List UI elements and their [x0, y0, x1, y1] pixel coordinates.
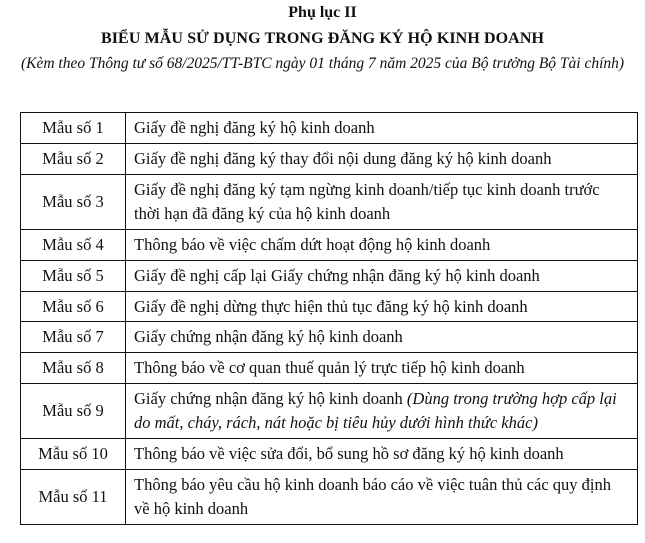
- table-row: [21, 260, 638, 291]
- table-row: [21, 470, 638, 525]
- form-code: Mẫu số 11: [21, 470, 126, 525]
- document-subtitle: (Kèm theo Thông tư số 68/2025/TT-BTC ngày 01 tháng 7 năm 2025 của Bộ trưởng Bộ Tài chính): [20, 55, 625, 72]
- form-code: Mẫu số 2: [21, 143, 126, 174]
- form-name: Thông báo về việc sửa đổi, bổ sung hồ sơ đăng ký hộ kinh doanh: [126, 439, 638, 470]
- form-name: Giấy đề nghị đăng ký tạm ngừng kinh doanh/tiếp tục kinh doanh trước thời hạn đã đăng ký của hộ kinh doanh: [126, 174, 638, 229]
- form-name: Thông báo về việc chấm dứt hoạt động hộ kinh doanh: [126, 229, 638, 260]
- form-code: Mẫu số 3: [21, 174, 126, 229]
- table-row: [21, 353, 638, 384]
- appendix-title: Phụ lục II: [288, 4, 357, 21]
- form-name: Giấy đề nghị dừng thực hiện thủ tục đăng ký hộ kinh doanh: [126, 291, 638, 322]
- table-row: [21, 229, 638, 260]
- form-name-with-note: [126, 384, 638, 439]
- form-code: Mẫu số 7: [21, 322, 126, 353]
- table-row: [21, 322, 638, 353]
- form-name: Thông báo về cơ quan thuế quản lý trực tiếp hộ kinh doanh: [126, 353, 638, 384]
- table-row: [21, 291, 638, 322]
- form-code: Mẫu số 5: [21, 260, 126, 291]
- table-row: [21, 439, 638, 470]
- form-name: Giấy chứng nhận đăng ký hộ kinh doanh: [134, 389, 407, 409]
- form-code: Mẫu số 6: [21, 291, 126, 322]
- form-code: Mẫu số 9: [21, 384, 126, 439]
- form-name: Giấy đề nghị đăng ký hộ kinh doanh: [126, 113, 638, 144]
- form-code: Mẫu số 10: [21, 439, 126, 470]
- form-code: Mẫu số 8: [21, 353, 126, 384]
- form-name: Thông báo yêu cầu hộ kinh doanh báo cáo về việc tuân thủ các quy định về hộ kinh doanh: [126, 470, 638, 525]
- table-row: [21, 143, 638, 174]
- form-note: (Dùng trong trường hợp cấp lại do mất, cháy, rách, nát hoặc bị tiêu hủy dưới hình thức khác): [134, 389, 617, 433]
- table-row: [21, 384, 638, 439]
- document-title: BIỂU MẪU SỬ DỤNG TRONG ĐĂNG KÝ HỘ KINH DOANH: [100, 30, 545, 47]
- forms-table: [20, 112, 638, 525]
- form-code: Mẫu số 1: [21, 113, 126, 144]
- table-row: [21, 113, 638, 144]
- form-name: Giấy chứng nhận đăng ký hộ kinh doanh: [126, 322, 638, 353]
- form-code: Mẫu số 4: [21, 229, 126, 260]
- form-name: Giấy đề nghị đăng ký thay đổi nội dung đăng ký hộ kinh doanh: [126, 143, 638, 174]
- table-row: [21, 174, 638, 229]
- form-name: Giấy đề nghị cấp lại Giấy chứng nhận đăng ký hộ kinh doanh: [126, 260, 638, 291]
